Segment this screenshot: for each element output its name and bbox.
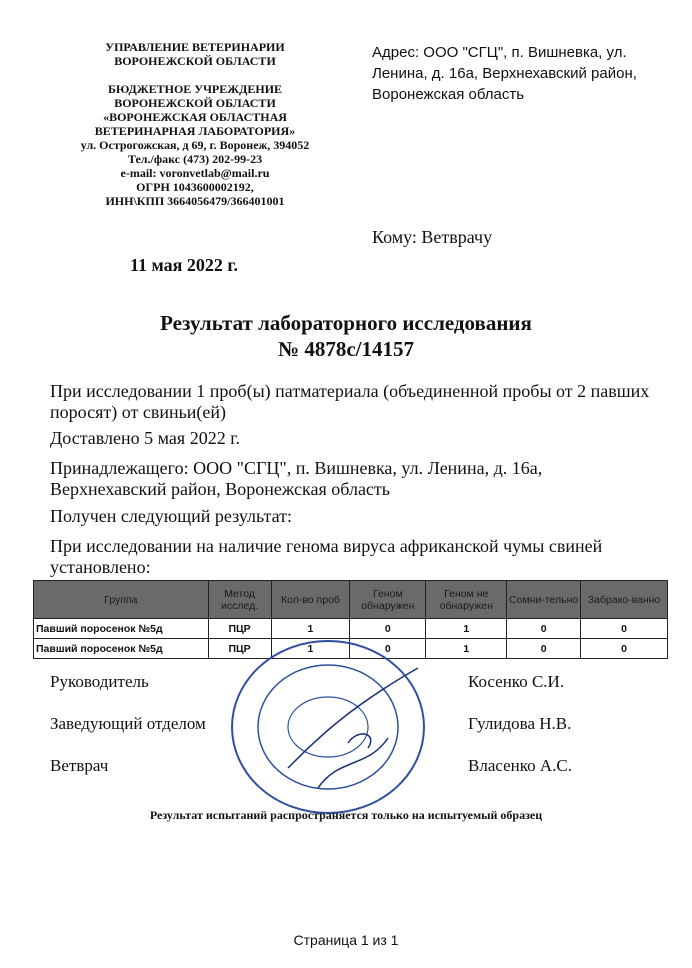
- column-header: Геном обнаружен: [350, 581, 426, 619]
- table-cell: 0: [350, 639, 426, 659]
- table-cell: 0: [507, 619, 581, 639]
- table-cell: 1: [271, 639, 350, 659]
- signature-name: Власенко А.С.: [468, 756, 573, 775]
- org-line: ОГРН 1043600002192,: [136, 180, 254, 194]
- organization-stamp: [228, 638, 428, 816]
- org-line: УПРАВЛЕНИЕ ВЕТЕРИНАРИИ: [105, 40, 285, 54]
- document-date: 11 мая 2022 г.: [130, 255, 239, 275]
- org-gap: [60, 68, 330, 82]
- paragraph-finding: При исследовании на наличие генома вируса африканской чумы свиней установлено:: [50, 536, 603, 577]
- paragraph-owner: Принадлежащего: ООО "СГЦ", п. Вишневка, ул. Ленина, д. 16а, Верхнехавский район, Воронежская область: [50, 458, 543, 499]
- column-header: Геном не обнаружен: [426, 581, 507, 619]
- signature-role: Ветврач: [50, 756, 109, 775]
- org-line: Тел./факс (473) 202-99-23: [127, 152, 263, 166]
- recipient: Кому: Ветврачу: [372, 227, 493, 247]
- page-number: Страница 1 из 1: [293, 932, 399, 948]
- organization-header: [60, 40, 330, 208]
- column-header: Группа: [34, 581, 209, 619]
- org-line: ВЕТЕРИНАРНАЯ ЛАБОРАТОРИЯ»: [94, 124, 296, 138]
- paragraph-delivered: Доставлено 5 мая 2022 г.: [50, 428, 241, 448]
- table-cell: ПЦР: [208, 619, 271, 639]
- table-cell: 0: [507, 639, 581, 659]
- paragraph-samples: При исследовании 1 проб(ы) патматериала (объединенной пробы от 2 павших поросят) от свиньи(ей): [50, 381, 650, 422]
- column-header: Метод исслед.: [208, 581, 271, 619]
- org-line: ВОРОНЕЖСКОЙ ОБЛАСТИ: [114, 96, 276, 110]
- org-line: e-mail: voronvetlab@mail.ru: [120, 166, 270, 180]
- signature-role: Руководитель: [50, 672, 149, 691]
- org-line: БЮДЖЕТНОЕ УЧРЕЖДЕНИЕ: [107, 82, 283, 96]
- footer-note: Результат испытаний распространяется только на испытуемый образец: [149, 808, 543, 822]
- column-header: Кол-во проб: [271, 581, 350, 619]
- table-cell: 0: [581, 619, 668, 639]
- document-title: [0, 310, 692, 362]
- table-cell: 0: [350, 619, 426, 639]
- table-cell: 1: [426, 619, 507, 639]
- signature-name: Гулидова Н.В.: [468, 714, 572, 733]
- table-cell: 1: [271, 619, 350, 639]
- recipient-address: Адрес: ООО "СГЦ", п. Вишневка, ул. Ленина, д. 16а, Верхнехавский район, Воронежская область: [372, 44, 637, 103]
- signature-name: Косенко С.И.: [468, 672, 565, 691]
- title-text: Результат лабораторного исследования: [160, 311, 532, 335]
- org-line: ИНН\КПП 3664056479/366401001: [105, 194, 285, 208]
- signature-role: Заведующий отделом: [50, 714, 206, 733]
- document-number: № 4878с/14157: [277, 337, 414, 361]
- table-cell: Павший поросенок №5д: [34, 619, 209, 639]
- table-cell: 1: [426, 639, 507, 659]
- table-cell: 0: [581, 639, 668, 659]
- column-header: Сомни-тельно: [507, 581, 581, 619]
- org-line: «ВОРОНЕЖСКАЯ ОБЛАСТНАЯ: [103, 110, 287, 124]
- paragraph-result-intro: Получен следующий результат:: [50, 506, 293, 526]
- table-cell: ПЦР: [208, 639, 271, 659]
- org-line: ул. Острогожская, д 69, г. Воронеж, 394052: [80, 138, 310, 152]
- column-header: Забрако-ванно: [581, 581, 668, 619]
- table-row: [34, 619, 668, 639]
- table-cell: Павший поросенок №5д: [34, 639, 209, 659]
- org-line: ВОРОНЕЖСКОЙ ОБЛАСТИ: [114, 54, 276, 68]
